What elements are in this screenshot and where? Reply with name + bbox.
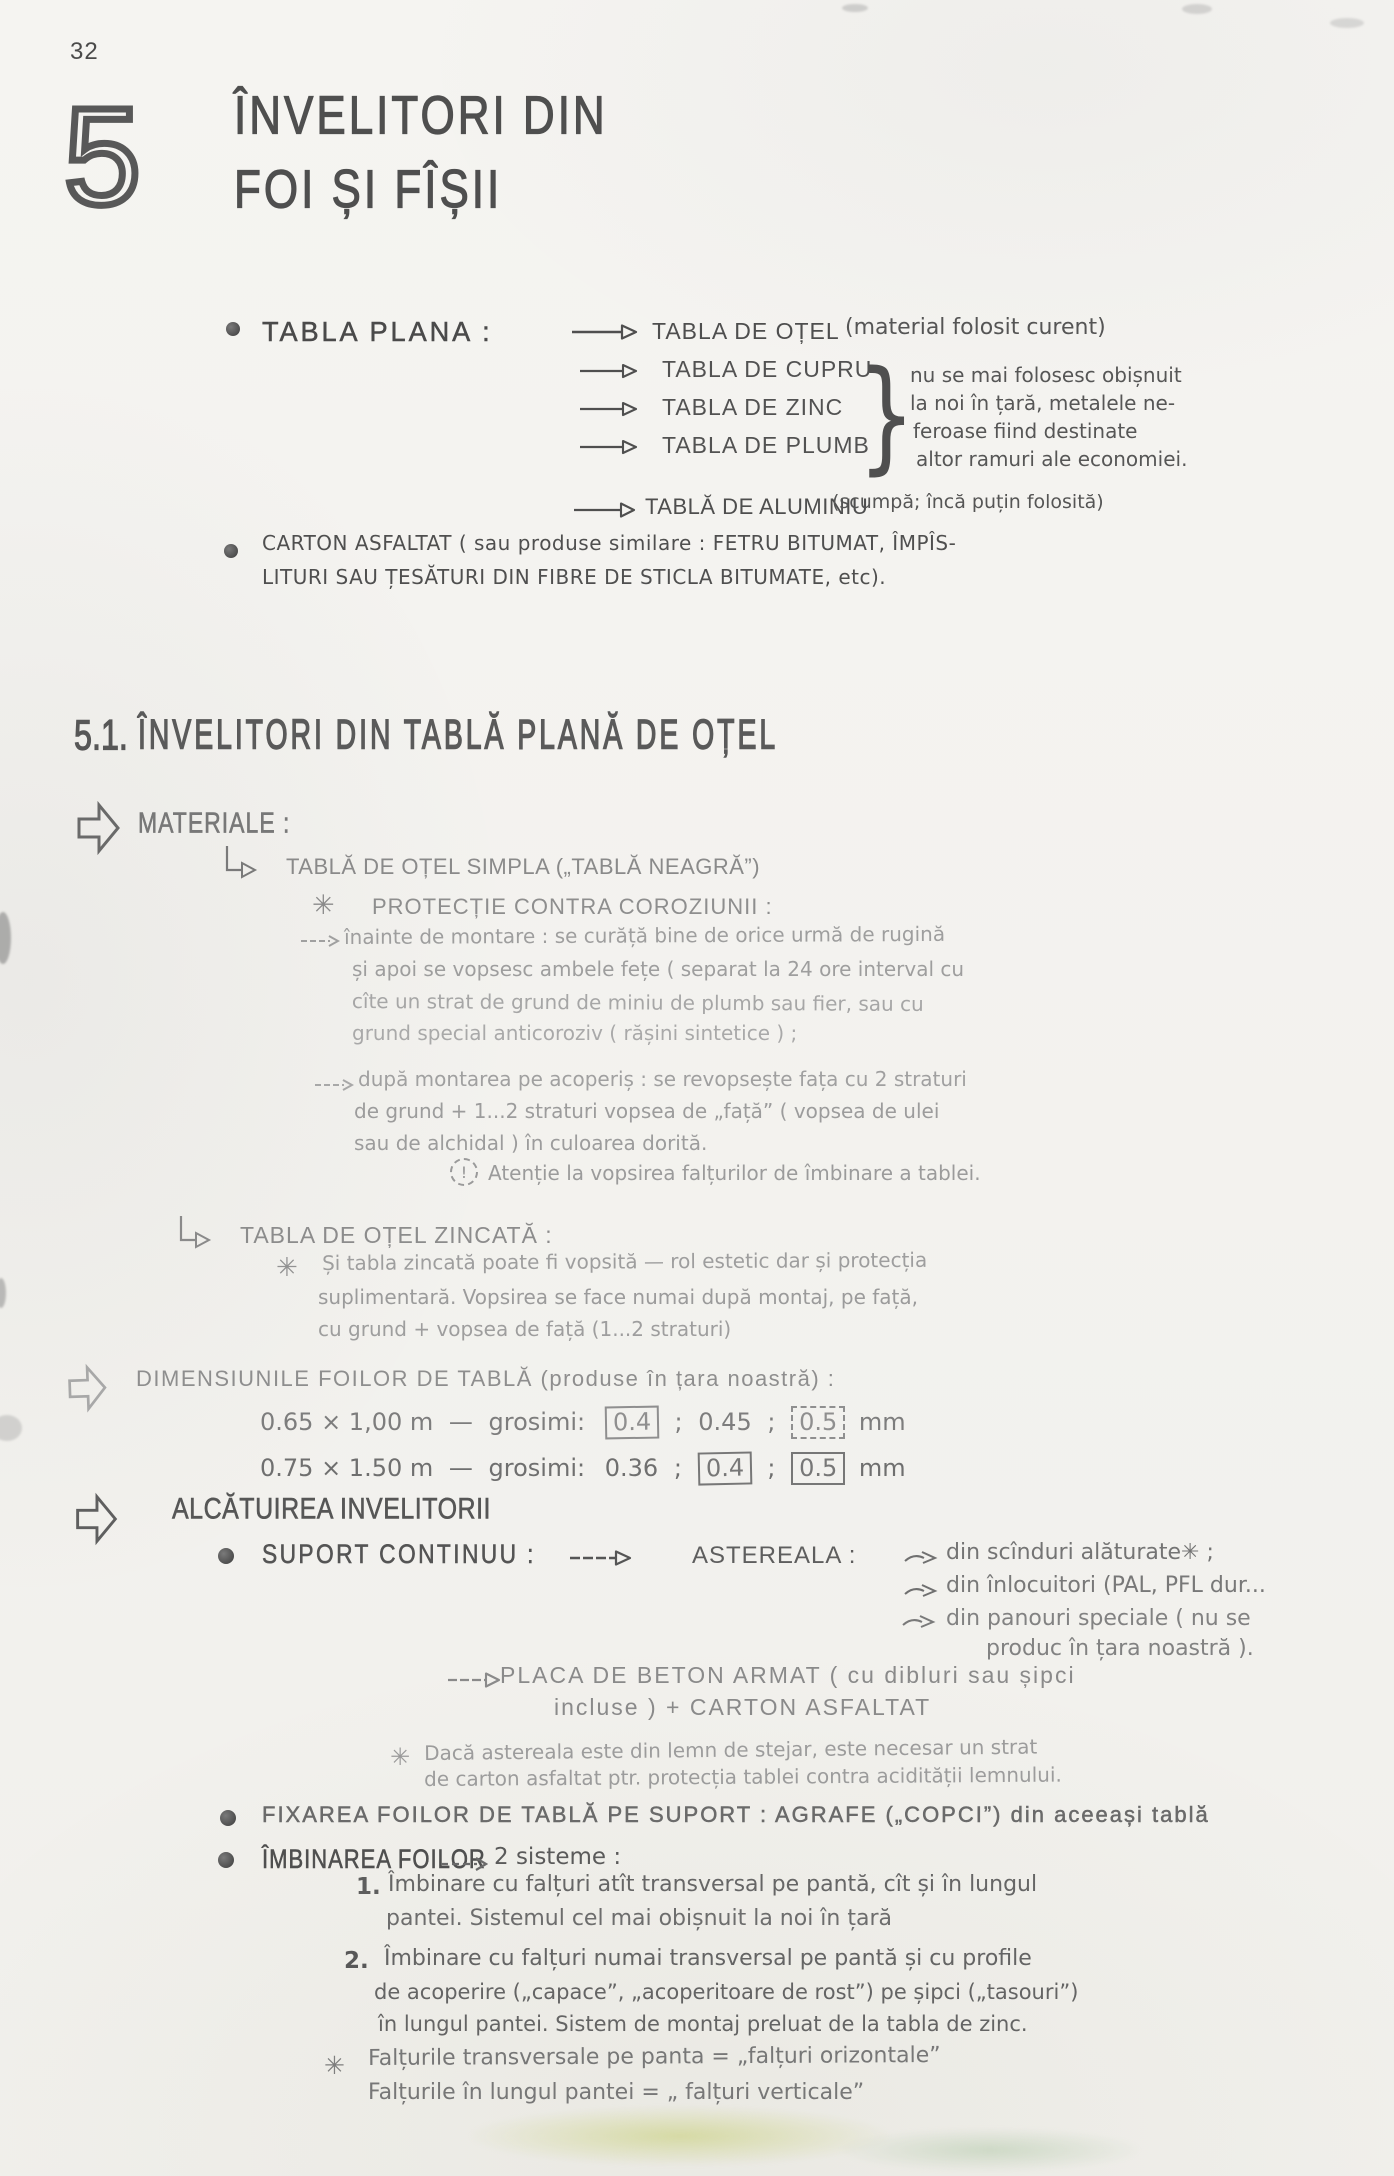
- dash-glyph: —: [448, 1454, 473, 1482]
- arrow-right-icon: [440, 1856, 488, 1872]
- astereala-item1: din scînduri alăturate✳ ;: [946, 1540, 1214, 1565]
- section-title: ÎNVELITORI DIN TABLĂ PLANĂ DE OȚEL: [138, 712, 779, 759]
- arrow-right-icon: [578, 400, 640, 418]
- boxed-value: 0.4: [604, 1406, 659, 1440]
- tabla-simpla-title: TABLĂ DE OȚEL SIMPLA („TABLĂ NEAGRĂ”): [286, 854, 761, 879]
- tabla-cupru-label: TABLA DE CUPRU: [662, 356, 873, 382]
- imbinarea-label: ÎMBINAREA FOILOR: [262, 1844, 486, 1874]
- boxed-value: 0.5: [791, 1406, 845, 1439]
- arrow-right-icon: [568, 1548, 634, 1568]
- arrow-right-icon: [446, 1670, 502, 1690]
- alcatuire-heading: ALCĂTUIREA INVELITORII: [172, 1492, 491, 1526]
- sistem1-line2: pantei. Sistemul cel mai obișnuit la noi în țară: [386, 1906, 892, 1931]
- sistem1-line1: Îmbinare cu falțuri atît transversal pe pantă, cît și în lungul: [388, 1872, 1038, 1897]
- dim-size: 0.65 × 1,00 m: [260, 1408, 434, 1436]
- inainte-line1: înainte de montare : se curăță bine de orice urmă de rugină: [343, 921, 946, 949]
- protectie-heading: PROTECȚIE CONTRA COROZIUNII :: [372, 894, 773, 919]
- arrow-right-icon: [314, 1078, 354, 1092]
- dupa-line3: sau de alchidal ) în culoarea dorită.: [354, 1131, 708, 1155]
- tabla-plana-label: TABLA PLANA :: [262, 316, 493, 347]
- inainte-line3: cîte un strat de grund de miniu de plumb sau fier, sau cu: [351, 989, 924, 1016]
- metals-note-line3: feroase fiind destinate: [913, 419, 1138, 443]
- arrow-right-icon: [578, 438, 640, 456]
- tabla-aluminiu-label: TABLĂ DE ALUMINIU: [645, 494, 869, 519]
- dim-row-2: [260, 1452, 906, 1485]
- attention-mark: !: [460, 1162, 468, 1182]
- section-number: 5.1.: [74, 712, 128, 760]
- value: 0.45: [698, 1408, 752, 1436]
- svg-text:5: 5: [64, 84, 141, 222]
- curl-arrow-icon: [903, 1548, 941, 1568]
- bullet-icon: [220, 1810, 236, 1826]
- sistem2-number: 2.: [344, 1948, 369, 1974]
- tabla-zinc-label: TABLA DE ZINC: [662, 394, 844, 420]
- zincata-line1: Și tabla zincată poate fi vopsită — rol estetic dar și protecția: [321, 1247, 928, 1275]
- highlight-stain: [470, 2106, 890, 2166]
- dim-size: 0.75 × 1.50 m: [260, 1454, 434, 1482]
- page-number: 32: [70, 38, 99, 65]
- materiale-heading: MATERIALE :: [138, 806, 291, 839]
- inainte-line4: grund special anticoroziv ( rășini sintetice ) ;: [352, 1021, 798, 1045]
- boxed-value: 0.4: [697, 1451, 752, 1485]
- tabla-otel-label: TABLA DE OȚEL: [652, 318, 840, 344]
- dupa-line1: după montarea pe acoperiș : se revopsește fața cu 2 straturi: [358, 1067, 967, 1091]
- arrow-right-icon: [578, 362, 640, 380]
- dim-row-1: [260, 1406, 906, 1439]
- sistem2-line1: Îmbinare cu falțuri numai transversal pe pantă și cu profile: [384, 1946, 1032, 1971]
- brace-glyph: }: [858, 345, 916, 488]
- tabla-plumb-label: TABLA DE PLUMB: [662, 432, 870, 458]
- metals-note-line2: la noi în țară, metalele ne-: [910, 391, 1176, 415]
- chapter-title-line1: ÎNVELITORI DIN: [234, 86, 608, 146]
- star-icon: ✳: [390, 1743, 411, 1771]
- placa-line2: incluse ) + CARTON ASFALTAT: [554, 1694, 932, 1720]
- separator: ;: [767, 1408, 776, 1436]
- separator: ;: [674, 1408, 683, 1436]
- chapter-number-stencil: [60, 84, 172, 222]
- nota-stejar-line1: Dacă astereala este din lemn de stejar, este necesar un strat: [423, 1734, 1038, 1765]
- falturi-line1: Falțurile transversale pe panta = „falțuri orizontale”: [368, 2043, 941, 2071]
- star-icon: ✳: [276, 1253, 298, 1283]
- unit: mm: [858, 1454, 906, 1482]
- sistem1-number: 1.: [356, 1874, 381, 1900]
- placa-line1: PLACA DE BETON ARMAT ( cu dibluri sau șipci: [500, 1662, 1076, 1688]
- astereala-item3: din panouri speciale ( nu se: [946, 1606, 1251, 1631]
- boxed-value: 0.5: [791, 1452, 845, 1485]
- scan-artifact: [1330, 18, 1364, 28]
- arrow-right-icon: [300, 934, 340, 948]
- dimensiuni-heading: DIMENSIUNILE FOILOR DE TABLĂ (produse în țara noastră) :: [136, 1366, 836, 1391]
- arrow-right-icon: [570, 322, 640, 342]
- curl-arrow-icon: [903, 1581, 941, 1601]
- scan-artifact: [0, 1415, 22, 1441]
- tabla-aluminiu-note: (scumpă; încă puțin folosită): [832, 491, 1104, 513]
- hook-arrow-icon: [222, 846, 258, 880]
- tabla-otel-note: (material folosit curent): [845, 315, 1106, 340]
- metals-note-line4: altor ramuri ale economiei.: [916, 447, 1188, 471]
- block-arrow-icon: [74, 798, 122, 858]
- astereala-item3-wrap: produc în țara noastră ).: [986, 1636, 1254, 1661]
- dash-glyph: —: [448, 1408, 473, 1436]
- zincata-line2: suplimentară. Vopsirea se face numai după montaj, pe față,: [318, 1285, 918, 1309]
- nota-stejar-line2: de carton asfaltat ptr. protecția tablei contra acidității lemnului.: [423, 1762, 1062, 1791]
- highlight-stain: [840, 2128, 1140, 2172]
- unit: mm: [858, 1408, 906, 1436]
- scan-artifact: [0, 912, 11, 964]
- curl-arrow-icon: [901, 1612, 939, 1632]
- imbinarea-note: 2 sisteme :: [494, 1844, 622, 1870]
- tabla-zincata-title: TABLA DE OȚEL ZINCATĂ :: [240, 1222, 553, 1248]
- astereala-item2: din înlocuitori (PAL, PFL dur...: [946, 1573, 1266, 1598]
- sistem2-line3: în lungul pantei. Sistem de montaj preluat de la tabla de zinc.: [378, 2012, 1028, 2036]
- grosimi-label: grosimi:: [488, 1454, 586, 1482]
- star-icon: ✳: [312, 890, 335, 921]
- block-arrow-icon: [64, 1360, 110, 1416]
- attention-circle-icon: [450, 1158, 478, 1186]
- atentie-text: Atenție la vopsirea falțurilor de îmbinare a tablei.: [488, 1161, 981, 1185]
- star-icon: ✳: [324, 2051, 345, 2080]
- astereala-label: ASTEREALA :: [692, 1542, 857, 1569]
- carton-line2: LITURI SAU ȚESĂTURI DIN FIBRE DE STICLA BITUMATE, etc).: [262, 565, 887, 589]
- bullet-icon: [218, 1852, 234, 1868]
- dupa-line2: de grund + 1...2 straturi vopsea de „față” ( vopsea de ulei: [354, 1099, 940, 1123]
- inainte-line2: și apoi se vopsesc ambele fețe ( separat la 24 ore interval cu: [352, 957, 965, 981]
- arrow-right-icon: [572, 500, 638, 520]
- bullet-icon: [226, 322, 240, 336]
- block-arrow-icon: [72, 1490, 120, 1548]
- separator: ;: [767, 1454, 776, 1482]
- zincata-line3: cu grund + vopsea de față (1...2 straturi): [318, 1317, 732, 1341]
- hook-arrow-icon: [176, 1216, 212, 1250]
- metals-note-line1: nu se mai folosesc obișnuit: [910, 363, 1182, 387]
- bullet-icon: [218, 1548, 234, 1564]
- chapter-title-line2: FOI ȘI FÎȘII: [234, 160, 503, 220]
- separator: ;: [673, 1454, 682, 1482]
- falturi-line2: Falțurile în lungul pantei = „ falțuri verticale”: [368, 2080, 865, 2105]
- scan-artifact: [842, 4, 868, 12]
- sistem2-line2: de acoperire („capace”, „acoperitoare de rost”) pe șipci („tasouri”): [374, 1980, 1079, 2004]
- scan-artifact: [0, 1278, 6, 1308]
- bullet-icon: [224, 544, 238, 558]
- carton-line1: CARTON ASFALTAT ( sau produse similare : FETRU BITUMAT, ÎMPÎS-: [262, 531, 957, 555]
- suport-label: SUPORT CONTINUU :: [262, 1540, 536, 1570]
- value: 0.36: [604, 1454, 659, 1482]
- fixarea-line: FIXAREA FOILOR DE TABLĂ PE SUPORT : AGRAFE („COPCI”) din aceeași tablă: [262, 1802, 1210, 1827]
- scan-artifact: [1182, 4, 1212, 14]
- grosimi-label: grosimi:: [488, 1408, 586, 1436]
